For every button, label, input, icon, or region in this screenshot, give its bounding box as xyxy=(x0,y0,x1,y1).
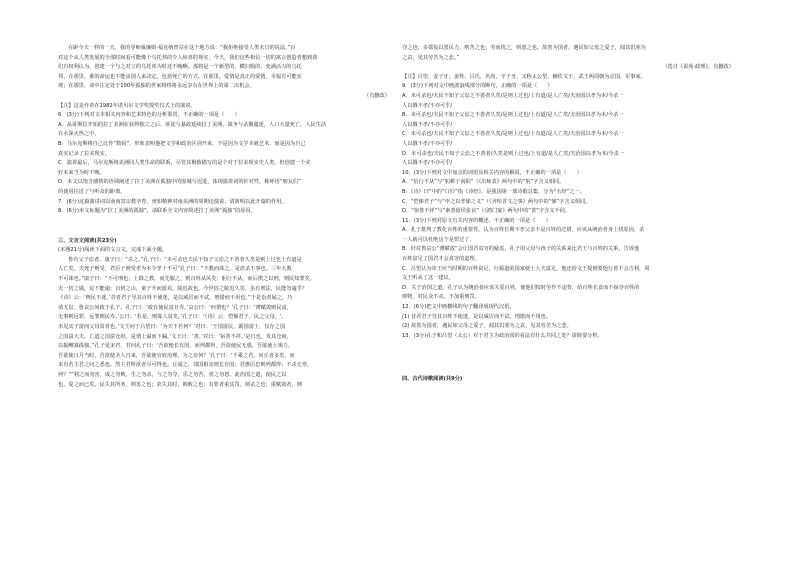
option-line: B．针对鲁哀公“薄赋敛”会让国君贫穷的疑虑，孔子用父母与孩子的关系来比君王与百姓的关系，告诉他 xyxy=(402,246,640,253)
option-line: C．演讲最后，马尔克斯将美洲同人类生命的联系，尽管其极致描写的是个对于拉美现实史人类，但创建一个美 xyxy=(58,160,311,167)
section-3-title: 三、文言文阅读(共23分) xyxy=(58,237,117,244)
question-6-stem: 6．(3分)下列对文本相关内容和艺术特色的分析鉴赏，不正确的一项是（ ） xyxy=(58,112,240,119)
text-line: 在距今天一样的一天，我的导师威廉姆·福克纳曾站在这个地方说：“我拒绝接受人类末日的说法。”百 xyxy=(68,45,296,51)
question-8: 8．(6分)本文标题为“拉丁美洲的孤独”，请联系全文内容简述拉丁美洲“孤独”的原因。 xyxy=(58,208,256,215)
note: 【注】这是作者在1982年诺贝尔文学奖授奖仪式上的演说。 xyxy=(58,102,196,109)
question-13: 13．(3分)孔子和吕望（太公）对于君主为政治国的看法有什么共同之处？请简要分析。 xyxy=(402,332,603,339)
classical-text xyxy=(58,256,390,390)
question-12-item: (2) 故善为国者，遇民如父母之爱子，闻其饥寒为之哀，见其劳苦为之悲。 xyxy=(402,323,572,330)
classical-text-continued xyxy=(402,44,734,63)
left-column xyxy=(58,44,390,390)
option-line: 财物，对民众不杀，不加重刑罚。 xyxy=(402,294,480,301)
option-line: A．未可杀也/夫民不知子父讼之不善者久矣/是则上过也/上有道/是人亡矣/夫治国以孝为本/今杀一 xyxy=(402,92,624,99)
text-line: 们有权利认为，创建一个与之对立的乌托邦为时还不晚啊。那将是一个新型的、横扫般的、充满活力的乌托 xyxy=(58,64,302,71)
option-line: 真实记录了拉美现实。 xyxy=(58,150,110,157)
text-line: 无事则远罪，远罪则民寿。’公曰：‘若是，则寡人贫矣。’孔子曰：‘《诗》云：恺悌君子，民之父母。', xyxy=(58,314,283,321)
question-12-stem: 12．(6分)把文中画横线的句子翻译成现代汉语。 xyxy=(402,304,515,311)
text-line: 现；在那里，命中注定处于100年孤独的世家将终将永远享有在世界上的第二次机会。 xyxy=(58,83,255,90)
question-6-options xyxy=(58,121,390,198)
option-line: 在水深火热之中。 xyxy=(58,131,100,138)
option-line: D．关于治国之道，孔子认为统治者应该关爱百姓，使他们按时劳作不违背，给百姓衣食而不掠夺百姓的 xyxy=(402,284,640,291)
option-line: D．“宿善不祥”与“素善留侯张良”（《鸿门宴》两句中的“善”字含义不同。 xyxy=(402,208,570,215)
question-9-options xyxy=(402,92,734,169)
option-line: A．“俗行不从”与“躬耕于南阳”（《出师表》两句中的“躬”字含义相同。 xyxy=(402,179,565,186)
option-line: C．“恺悌君子”与“申之以孝悌之义”（《齐桓晋文之事》两句中的“悌”字含义相同。 xyxy=(402,198,591,205)
option-line: D．本文以饱含感情的语调阐述了拉丁美洲在孤独中的围城与迟进，体现演讲词的针对性，称呼语“朋友们” xyxy=(58,179,301,186)
question-10-options xyxy=(402,178,734,216)
option-line: B．未可杀也/夫民不知子父讼之不善者久矣/是则上过也/上有道/是人亡矣/夫治国以孝为本/今杀一 xyxy=(402,112,624,119)
option-line: A．从哥斯拉开始的拉丁美洲在获得独立之后，匪徒与暴政延续拉丁美洲，战争与杀戮蔓延，人口大量死亡，人民生活 xyxy=(58,121,327,128)
text-line: 鲁有父子讼者，康子曰：“杀之。”孔子曰：“未可杀也夫民不知子父讼之不善者久矣是则上过也上有道是 xyxy=(68,256,302,263)
text-line: 何？”“利之而勿害，成之勿败，生之勿杀，与之勿夺，乐之勿苦，喜之勿怒。此治国之道，使民之以 xyxy=(58,372,287,378)
question-7: 7．(6分)这篇演讲词以南南冥宗教孕育，虔如精神对南美洲的周期论演说，请简明以此开篇的作用。 xyxy=(58,198,287,205)
option-line: 人以戮不孝/不亦可乎/ xyxy=(402,102,453,109)
text-line: 未有若主君之问之悉也。然主君所欲者尽可得也。丘闻之，邻国相亲则长有国；君惠臣忠则列都得；不杀无辜， xyxy=(58,362,313,369)
option-line: D．未可杀也/夫民不知子父讼之不善者/久矣是则上过也/上有道/是人亡矣/夫治国以孝为本/今杀一 xyxy=(402,150,624,157)
option-line: 百姓富足了国君才会真穷的道理。 xyxy=(402,256,480,263)
option-line: 人以戮不孝/不亦可乎/ xyxy=(402,160,453,167)
text-line: 邦，在那里，谁的命运也不能由别人来决定，包括死亡的方式。在那里，爱情是真正的爱情，幸福有可能实 xyxy=(58,73,302,80)
text-line: 以振鳏寡孤独。”孔子见宋君，君问孔子曰：‘吾欲使长有国，而列都得，吾欲使民无惑，吾欲使士竭力， xyxy=(58,343,294,350)
text-line: 不可诛也。”康子曰：“不可刑也；上降之教，而先服之，则百姓从风矣；躬行不从，而后俟之以刑，则民知罪矣。 xyxy=(58,276,315,283)
option-line: B．马尔克斯将自己比作“数码”，形象表明他把文学和政治区别开来，不是因为文学本就艺术，而是因为自己 xyxy=(58,140,306,147)
option-line: C．未可杀也/夫民不知子父讼之不善者久矣/是则上过也/上有道/是人亡矣/夫治国以孝为本/今杀一 xyxy=(402,131,624,138)
text-line: 对这个从人类发展的全部时间看可能像个乌托邦的令人惊喜的现实，今天，我们这些相信一切的寓言创造者想到我 xyxy=(58,54,318,61)
option-line: 一人就可以杜绝这个是罪过了。 xyxy=(402,236,475,243)
note: 【注】吕望，姜子牙，姜姓，吕氏，名尚，字子牙，又称太公望，辅佐文王、武王两周朝为宗国，军事家。 xyxy=(402,73,646,80)
source: （选自《说苑·政理》，有删改） xyxy=(662,64,734,71)
question-10-stem: 10．(3分)下列对文中加点的词语及相关内容的解说，不正确的一项是（ ） xyxy=(402,169,582,176)
option-line: 人以戮不孝/不亦可乎/ xyxy=(402,121,453,128)
option-line: 文王听从了这一建议。 xyxy=(402,275,454,282)
question-12-item: (1) 昔者君子导其百姓不使迷，是以威厉而不试，刑错而不用也。 xyxy=(402,313,552,320)
attribution: （有删改） xyxy=(364,92,390,99)
text-line: 人亡矣。夫死子则受，君臣子则受孝为本令孝十不可”孔子曰：“不教而诛之，是虐杀不事也。三年大教 xyxy=(58,266,292,273)
text-line: 也，爱之而已矣。民失其所务，则害之也；农失其时，则败之也；有罪者重其罚，则杀之也；重赋敛者，则 xyxy=(58,381,302,388)
option-line: 人以戮不孝/不亦可乎/ xyxy=(402,140,453,147)
right-column xyxy=(402,44,734,385)
text-line: 吾欲使日月当时，吾欲使圣人自来，吾欲使官府治理，为之奈何？’孔子曰：‘千乘之君，问丘者多矣，而 xyxy=(58,352,295,359)
option-line: B．《诗》曰”中的“《诗》”指《诗经》，是我国第一部诗歌总集，分为“五经”之一。 xyxy=(402,188,585,195)
text-line: 未见其子富而父母贫者也。’文王问于吕望曰：‘为天下若何？’对曰：‘王国富民，霸国富士，仅存之国 xyxy=(58,324,286,331)
question-11-options xyxy=(402,226,734,303)
text-line: 之哀，见其劳苦为之悲。” xyxy=(402,54,460,61)
option-line: A．孔子批判了教化百姓的重要性，认为百姓长期不孝父亲不是百姓的过错，应该从统治者身上找原因，杀 xyxy=(402,227,645,234)
option-line: 的使用拉近了与听众的距离。 xyxy=(58,188,126,195)
question-11-stem: 11．(3分)下列对原文有关内容的概述，不正确的一项是（ ） xyxy=(402,217,551,224)
text-line: 夫一仞之墙，民不能逾；百仞之山，童子升而游焉，陵迟故也。今世俗之陵迟久矣，虽有刑法，民能勿逾乎？ xyxy=(58,285,308,292)
text-line: 夺之也；多徭役以罢民力，则苦之也；劳而扰之，则怒之也。故善为国者，遇民如父母之爱子，闻其饥寒为 xyxy=(402,45,646,51)
option-line: C．吕望认为帝王应当时期的百姓富足，行霸道的国家使士大夫富足，他还给文王提到要他行善不会吉利，周 xyxy=(402,265,650,272)
passage-tail xyxy=(58,44,390,92)
section-3-intro: (本题21分)阅读下面的文言文，完成下面小题。 xyxy=(58,247,168,254)
section-4-title: 四、古代诗歌阅读(共9分) xyxy=(402,376,463,383)
text-line: 之国富大夫，亡道之国富仓府。是谓上溢而下漏。’文王曰：‘善。’对曰：‘宿善不祥。’是日也，发其仓府， xyxy=(58,333,292,340)
option-line: 好未来当为时不晚。 xyxy=(58,169,105,176)
question-9-stem: 9．(3分)下列对文中画波浪线部分的断句，正确的一项是（ ） xyxy=(402,83,553,90)
text-line: 《诗》云：‘俾民不迷。’昔者君子导其百姓不使迷，是以威厉而不试，刑错而不用也。”于是讼者闻之，乃 xyxy=(58,295,293,302)
text-line: 请无讼。鲁哀公问政于孔子。孔子曰：‘政有使民富且寿。’哀公曰：‘何谓也？’孔子曰：‘薄赋敛则民富， xyxy=(58,304,292,311)
